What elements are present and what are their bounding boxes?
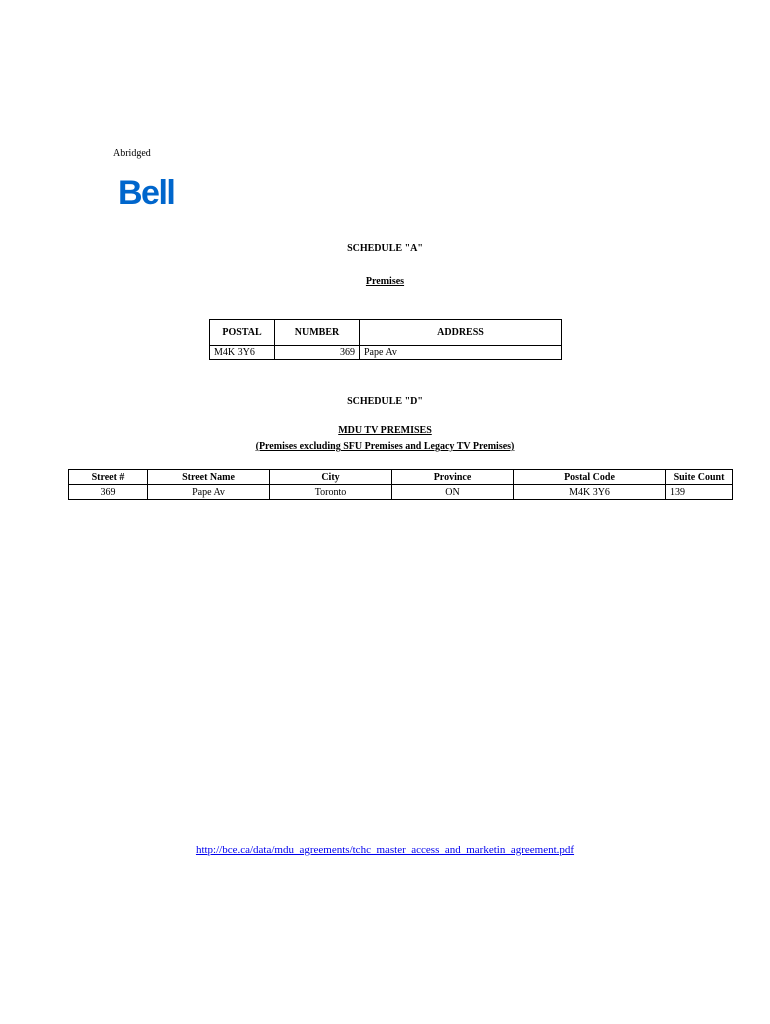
mdu-premises-table <box>68 469 733 500</box>
column-header-number: NUMBER <box>275 320 360 346</box>
cell-street-number: 369 <box>69 485 148 500</box>
column-header-province: Province <box>392 470 514 485</box>
schedule-a-title: SCHEDULE "A" <box>347 243 423 254</box>
cell-postal-code: M4K 3Y6 <box>514 485 666 500</box>
column-header-postal-code: Postal Code <box>514 470 666 485</box>
premises-table <box>209 319 562 360</box>
column-header-street-name: Street Name <box>148 470 270 485</box>
cell-number: 369 <box>275 346 360 360</box>
table-header-row <box>210 320 562 346</box>
cell-province: ON <box>392 485 514 500</box>
column-header-postal: POSTAL <box>210 320 275 346</box>
cell-postal: M4K 3Y6 <box>210 346 275 360</box>
schedule-d-title: SCHEDULE "D" <box>347 396 423 407</box>
cell-city: Toronto <box>270 485 392 500</box>
column-header-suite-count: Suite Count <box>666 470 733 485</box>
column-header-street-number: Street # <box>69 470 148 485</box>
cell-street-name: Pape Av <box>148 485 270 500</box>
bell-logo: Bell <box>118 174 175 212</box>
table-row <box>210 346 562 360</box>
cell-suite-count: 139 <box>666 485 733 500</box>
schedule-d-subtitle-note: (Premises excluding SFU Premises and Legacy TV Premises) <box>255 441 515 452</box>
abridged-label: Abridged <box>113 148 151 159</box>
schedule-d-subtitle: MDU TV PREMISES <box>338 425 432 436</box>
schedule-a-subtitle: Premises <box>365 276 405 287</box>
table-header-row <box>69 470 733 485</box>
agreement-link[interactable]: http://bce.ca/data/mdu_agreements/tchc_master_access_and_marketin_agreement.pdf <box>195 844 575 856</box>
column-header-city: City <box>270 470 392 485</box>
table-row <box>69 485 733 500</box>
column-header-address: ADDRESS <box>360 320 562 346</box>
cell-address: Pape Av <box>360 346 562 360</box>
